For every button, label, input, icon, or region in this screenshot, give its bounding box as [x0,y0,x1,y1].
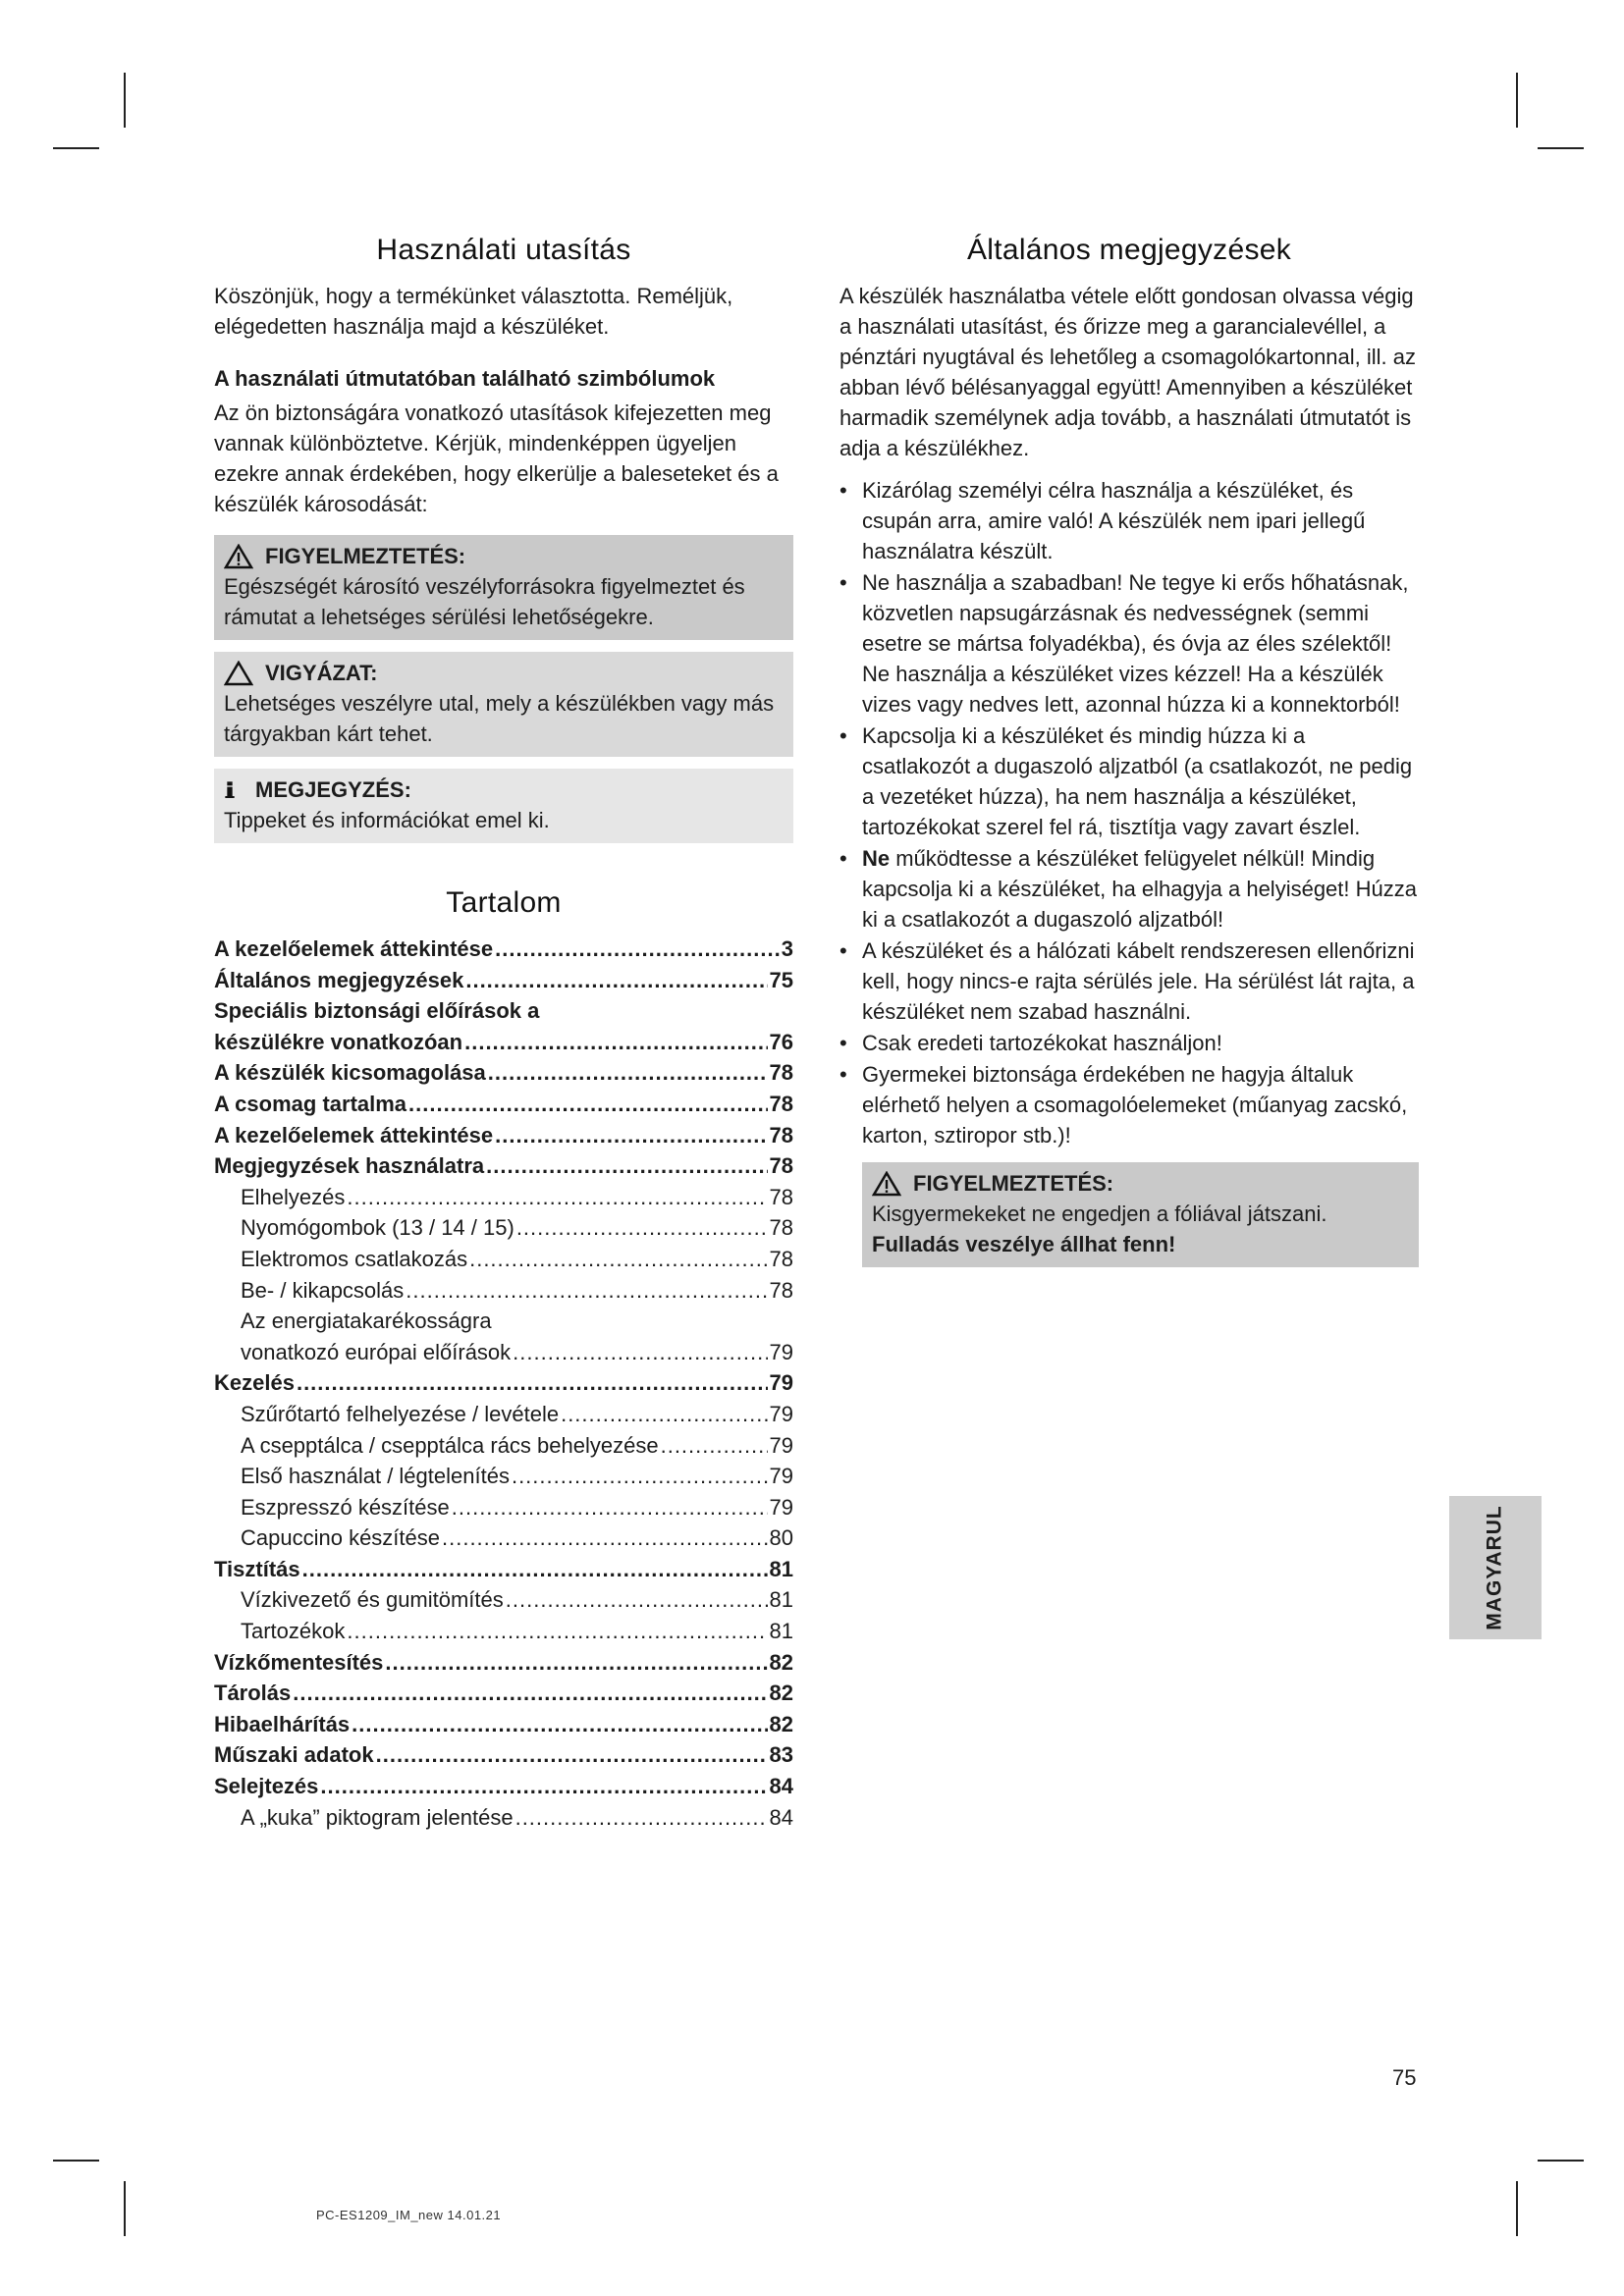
toc-entry-page: 79 [769,1494,793,1520]
toc-entry-page: 81 [769,1587,793,1613]
toc-entry [214,1244,793,1275]
toc-leader-dots [486,1150,767,1182]
toc-leader-dots [406,1275,767,1307]
toc-leader-dots [442,1522,768,1554]
toc-entry-label: Kezelés [214,1370,295,1396]
warning-triangle-icon [872,1171,901,1197]
toc-entry-page: 81 [769,1619,793,1644]
list-item: • Csak eredeti tartozékokat használjon! [839,1028,1419,1058]
toc-entry-page: 78 [769,1122,793,1148]
toc-entry-label: Hibaelhárítás [214,1711,351,1736]
toc-entry [214,1771,793,1802]
list-item: • Kizárólag személyi célra használja a készüléket, és csupán arra, amire való! A készülék nem ipari jellegű használatra készült. [839,475,1419,566]
toc-entry [214,1027,793,1058]
toc-entry-label: Selejtezés [214,1774,319,1799]
toc-leader-dots [464,1027,767,1058]
toc-entry [214,1120,793,1151]
toc-leader-dots [452,1492,768,1523]
toc-entry-label: Nyomógombok (13 / 14 / 15) [241,1215,514,1241]
toc-entry-page: 82 [769,1681,793,1706]
toc-entry-label: A csepptálca / csepptálca rács behelyezése [241,1432,659,1458]
child-warning-header [872,1168,1409,1199]
toc-leader-dots [488,1057,768,1089]
list-item-text: működtesse a készüléket felügyelet nélkül! Mindig kapcsolja ki a készüléket, ha elhagyja a helyiséget! Húzza ki a csatlakozót a dugaszoló aljzatból! [862,846,1417,932]
crop-mark [1516,2181,1518,2236]
toc-leader-dots [469,1244,767,1275]
toc-entry-label: készülékre vonatkozóan [214,1029,463,1054]
toc-entry-label: Műszaki adatok [214,1742,374,1768]
toc-entry-label: Tisztítás [214,1556,300,1581]
crop-mark [53,147,99,149]
toc-entry [214,1802,793,1834]
crop-mark [124,73,126,128]
toc-entry-page: 81 [769,1556,793,1581]
toc-entry [214,1678,793,1709]
toc-entry-page: 79 [769,1432,793,1458]
left-column [214,234,793,1833]
toc-entry-page: 79 [769,1464,793,1489]
toc-leader-dots [495,1120,767,1151]
crop-mark [124,2181,126,2236]
toc-entry-label: A kezelőelemek áttekintése [214,936,494,961]
toc-entry-label: A csomag tartalma [214,1091,407,1116]
toc-entry [214,965,793,996]
crop-mark [1538,147,1584,149]
intro-paragraph: Köszönjük, hogy a termékünket választotta. Reméljük, elégedetten használja majd a készüléket. [214,284,733,339]
warning-triangle-icon [224,544,253,569]
toc-entry-page: 76 [769,1029,793,1054]
toc-leader-dots [515,1802,768,1834]
toc-entry [214,1306,793,1337]
crop-mark [1516,73,1518,128]
toc-entry-label: Vízkőmentesítés [214,1649,384,1675]
toc-entry-label: Elektromos csatlakozás [241,1246,468,1271]
toc-entry-label: Tárolás [214,1681,292,1706]
list-item-bold: Ne [862,846,891,871]
toc-entry-page: 78 [769,1184,793,1209]
toc-entry [214,1554,793,1585]
toc-entry-label: Eszpresszó készítése [241,1494,450,1520]
info-icon [224,777,244,803]
toc-entry [214,1584,793,1616]
child-warning-bold: Fulladás veszélye állhat fenn! [872,1232,1176,1256]
note-header [224,774,784,805]
note-label: MEGJEGYZÉS: [255,777,411,802]
toc-leader-dots [516,1212,768,1244]
child-warning-label: FIGYELMEZTETÉS: [913,1171,1114,1196]
toc-leader-dots [302,1554,768,1585]
toc-entry-label: A kezelőelemek áttekintése [214,1122,494,1148]
manual-title: Használati utasítás [376,234,631,266]
language-side-tab [1449,1496,1542,1639]
toc-entry [214,1399,793,1430]
toc-leader-dots [385,1647,767,1679]
note-box [214,769,793,843]
toc-entry [214,1367,793,1399]
toc-leader-dots [408,1089,767,1120]
toc-entry-label: Elhelyezés [241,1184,346,1209]
toc-entry-label: Általános megjegyzések [214,967,464,992]
table-of-contents [214,934,793,1833]
toc-leader-dots [352,1709,767,1740]
toc-entry-label: vonatkozó európai előírások [241,1339,512,1364]
toc-entry-label: Vízkivezető és gumitömítés [241,1587,504,1613]
symbols-heading: A használati útmutatóban található szimbólumok [214,366,716,391]
warning-label: FIGYELMEZTETÉS: [265,544,466,568]
symbols-paragraph: Az ön biztonságára vonatkozó utasítások kifejezetten meg vannak különböztetve. Kérjük, mindenképpen ügyeljen ezekre annak érdekében, hogy elkerülje a baleseteket és a készülék károsodását: [214,400,779,516]
toc-entry [214,1275,793,1307]
safety-bullet-list [839,475,1419,1150]
warning-box [214,535,793,640]
toc-entry-page: 82 [769,1711,793,1736]
toc-entry-page: 79 [769,1339,793,1364]
toc-entry-page: 3 [781,936,793,961]
child-warning-text [872,1199,1409,1259]
toc-entry-page: 84 [769,1774,793,1799]
toc-entry [214,934,793,965]
language-label: MAGYARUL [1484,1505,1506,1630]
toc-entry [214,1089,793,1120]
toc-leader-dots [495,934,780,965]
general-notes-intro: A készülék használatba vétele előtt gondosan olvassa végig a használati utasítást, és őrizze meg a garancialevéllel, a pénztári nyugtával és lehetőleg a csomagolókartonnal, ill. az abban lévő bélésanyaggal együtt! Amennyiben a készüléket harmadik személynek adja tovább, a használati útmutatót is adja a készülékhez. [839,284,1417,460]
toc-entry [214,1739,793,1771]
toc-entry [214,1057,793,1089]
toc-entry-page: 75 [769,967,793,992]
toc-entry-label: A „kuka” piktogram jelentése [241,1804,514,1830]
toc-entry-page: 78 [769,1153,793,1179]
toc-leader-dots [320,1771,767,1802]
toc-entry-page: 78 [769,1060,793,1086]
caution-box [214,652,793,757]
note-text: Tippeket és információkat emel ki. [224,808,550,832]
toc-leader-dots [376,1739,768,1771]
caution-triangle-icon [224,661,253,686]
toc-entry [214,1430,793,1462]
toc-entry [214,1337,793,1368]
toc-entry-page: 80 [769,1525,793,1551]
toc-entry-label: Megjegyzések használatra [214,1153,485,1179]
toc-entry [214,1616,793,1647]
list-item: • Kapcsolja ki a készüléket és mindig húzza ki a csatlakozót a dugaszoló aljzatból (a csatlakozót, ne pedig a vezetéket húzza), ha nem használja a készüléket, tartozékokat szerel fel rá, tisztítja vagy zavart észlel. [839,721,1419,842]
toc-leader-dots [347,1182,767,1213]
caution-label: VIGYÁZAT: [265,661,378,685]
toc-leader-dots [506,1584,768,1616]
crop-mark [53,2160,99,2162]
toc-entry-page: 78 [769,1246,793,1271]
toc-entry [214,1647,793,1679]
toc-entry-label: Első használat / légtelenítés [241,1464,510,1489]
toc-leader-dots [512,1461,768,1492]
toc-entry-label: Tartozékok [241,1619,346,1644]
toc-entry-page: 78 [769,1091,793,1116]
toc-entry [214,1182,793,1213]
list-item: • Ne használja a szabadban! Ne tegye ki erős hőhatásnak, közvetlen napsugárzásnak és nedvességnek (semmi esetre se mártsa folyadékba), és óvja az éles szélektől! Ne használja a készüléket vizes kézzel! Ha a készülék vizes vagy nedves lett, azonnal húzza ki a konnektorból! [839,567,1419,720]
toc-entry-page: 84 [769,1804,793,1830]
toc-entry-page: 78 [769,1215,793,1241]
toc-entry [214,1461,793,1492]
toc-leader-dots [347,1616,767,1647]
list-item [839,843,1419,934]
toc-entry [214,1212,793,1244]
crop-mark [1538,2160,1584,2162]
toc-leader-dots [465,965,767,996]
toc-leader-dots [513,1337,767,1368]
toc-entry-page: 83 [769,1742,793,1768]
toc-entry-page: 79 [769,1401,793,1426]
toc-entry [214,1522,793,1554]
caution-header [224,658,784,688]
list-item: • Gyermekei biztonsága érdekében ne hagyja általuk elérhető helyen a csomagolóelemeket (műanyag zacskó, karton, sztiropor stb.)! [839,1059,1419,1150]
child-warning-plain: Kisgyermekeket ne engedjen a fóliával játszani. [872,1201,1327,1226]
toc-entry-label: Az energiatakarékosságra [241,1308,492,1334]
right-column [839,234,1419,1267]
toc-entry-page: 82 [769,1649,793,1675]
toc-leader-dots [297,1367,768,1399]
toc-leader-dots [293,1678,767,1709]
toc-entry [214,1709,793,1740]
list-item: • A készüléket és a hálózati kábelt rendszeresen ellenőrizni kell, hogy nincs-e rajta sérülés jele. Ha sérülést lát rajta, a készüléket nem szabad használni. [839,935,1419,1027]
warning-header [224,541,784,571]
toc-entry-label: Be- / kikapcsolás [241,1277,405,1303]
toc-entry [214,995,793,1027]
toc-entry-label: Szűrőtartó felhelyezése / levétele [241,1401,560,1426]
toc-entry-page: 79 [769,1370,793,1396]
toc-entry-label: Speciális biztonsági előírások a [214,998,540,1024]
general-notes-title: Általános megjegyzések [966,234,1292,266]
page-number: 75 [1392,2065,1417,2090]
warning-text: Egészségét károsító veszélyforrásokra figyelmeztet és rámutat a lehetséges sérülési lehetőségekre. [224,574,745,629]
toc-entry [214,1492,793,1523]
toc-title: Tartalom [446,886,562,919]
toc-leader-dots [561,1399,767,1430]
toc-entry-label: A készülék kicsomagolása [214,1060,486,1086]
toc-entry-page: 78 [769,1277,793,1303]
toc-entry-label: Capuccino készítése [241,1525,440,1551]
toc-entry [214,1150,793,1182]
toc-leader-dots [661,1430,768,1462]
child-warning-box [862,1162,1419,1267]
caution-text: Lehetséges veszélyre utal, mely a készülékben vagy más tárgyakban kárt tehet. [224,691,775,746]
footer-code: PC-ES1209_IM_new 14.01.21 [316,2208,502,2222]
